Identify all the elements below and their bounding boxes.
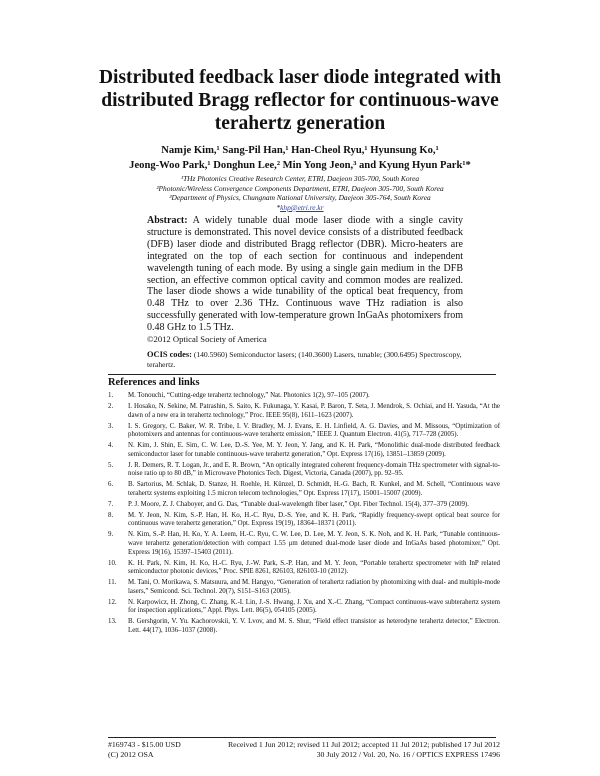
reference-item (108, 392, 500, 401)
reference-number: 4. (108, 442, 114, 450)
authors-line-2: Jeong-Woo Park,¹ Donghun Lee,² Min Yong Jeon,³ and Kyung Hyun Park¹* (129, 160, 471, 171)
ocis-label: OCIS codes: (147, 350, 192, 359)
reference-item (108, 579, 500, 596)
email-prefix: * (276, 202, 281, 212)
page-footer (108, 740, 500, 760)
reference-text: I. S. Gregory, C. Baker, W. R. Tribe, I. V. Bradley, M. J. Evans, E. H. Linfield, A. G. Davies, and M. Missous, “Optimization of photomixers and antennas for continuous-wave terahertz emission,” IEEE J. Quantum Electron. 41(5), 717–728 (2005). (128, 422, 500, 439)
reference-text: N. Kim, J. Shin, E. Sim, C. W. Lee, D.-S. Yee, M. Y. Jeon, Y. Jang, and K. H. Park, “Monolithic dual-mode distributed feedback semiconductor laser for tunable continuous-wave terahertz generation,” Opt. Express 17(16), 13851–13859 (2009). (128, 442, 500, 458)
section-divider (108, 374, 496, 375)
footer-divider (108, 737, 496, 738)
reference-text: B. Sartorius, M. Schlak, D. Stanze, H. Roehle, H. Künzel, D. Schmidt, H.-G. Bach, R. Kunkel, and M. Schell, “Continuous wave terahertz systems exploiting 1.5 micron telecom technologies,” Opt. Express 17(17), 15001–15007 (2009). (128, 481, 500, 497)
email-link[interactable]: khp@etri.re.kr (280, 202, 324, 212)
reference-item (108, 462, 500, 479)
reference-item (108, 501, 500, 510)
publication-history: Received 1 Jun 2012; revised 11 Jul 2012; accepted 11 Jul 2012; published 17 Jul 2012 (227, 740, 500, 749)
reference-number: 2. (108, 402, 114, 410)
reference-text: M. Tonouchi, “Cutting-edge terahertz technology,” Nat. Photonics 1(2), 97–105 (2007). (128, 392, 370, 399)
affiliations (90, 174, 510, 212)
abstract-label: Abstract: (147, 215, 188, 226)
footer-row-2 (108, 750, 500, 760)
reference-text: N. Kim, S.-P. Han, H. Ko, Y. A. Leem, H.-C. Ryu, C. W. Lee, D. Lee, M. Y. Jeon, S. K. Noh, and K. H. Park, “Tunable continuous-wave terahertz generation/detection with compact 1.55 μm detuned dual-mode laser diode and InGaAs based photomixer,” Opt. Express 19(16), 15397–15403 (2011). (128, 531, 500, 556)
reference-item (108, 531, 500, 557)
ocis-text: (140.5960) Semiconductor lasers; (140.3600) Lasers, tunable; (300.6495) Spectroscopy, terahertz. (147, 350, 462, 369)
reference-item (108, 599, 500, 616)
reference-item (108, 423, 500, 440)
reference-number: 12. (108, 598, 117, 606)
reference-text: N. Karpowicz, H. Zhong, C. Zhang, K.-I. Lin, J.-S. Hwang, J. Xu, and X.-C. Zhang, “Compact continuous-wave subterahertz system for inspection applications,” Appl. Phys. Lett. 86(5), 054105 (2005). (128, 598, 500, 615)
reference-item (108, 560, 500, 577)
affiliation-3: ³Department of Physics, Chungnam National University, Daejeon 305-764, South Korea (169, 193, 431, 203)
copyright: ©2012 Optical Society of America (147, 334, 267, 344)
reference-number: 9. (108, 531, 114, 539)
affiliation-1: ¹THz Photonics Creative Research Center, ETRI, Daejeon 305-700, South Korea (180, 174, 420, 183)
reference-item (108, 512, 500, 529)
reference-item (108, 481, 500, 498)
author-list (90, 143, 510, 173)
reference-text: I. Hosako, N. Sekine, M. Patrashin, S. Saito, K. Fukunaga, Y. Kasai, P. Baron, T. Seta, J. Mendrok, S. Ochiai, and H. Yasuda, “At the dawn of a new era in terahertz technology,” Proc. IEEE 95(8), 1611–1623 (2007). (128, 402, 500, 419)
authors-line-1: Namje Kim,¹ Sang-Pil Han,¹ Han-Cheol Ryu,¹ Hyunsung Ko,¹ (161, 145, 439, 156)
reference-item (108, 442, 500, 459)
reference-item (108, 618, 500, 635)
manuscript-id: #169743 - $15.00 USD (108, 740, 181, 749)
footer-copyright: (C) 2012 OSA (108, 750, 154, 759)
reference-number: 5. (108, 461, 114, 469)
reference-item (108, 403, 500, 420)
reference-list (108, 392, 500, 638)
reference-number: 8. (108, 511, 114, 519)
reference-text: J. R. Demers, R. T. Logan, Jr., and E. R. Brown, “An optically integrated coherent frequency-domain THz spectrometer with signal-to-noise ratio up to 80 dB,” in Microwave Photonics Tech. Digest, Victoria, Canada (2007), pp. 92–95. (128, 461, 500, 478)
paper-title: Distributed feedback laser diode integrated with distributed Bragg reflector for continuous-wave terahertz generation (98, 67, 502, 134)
reference-text: K. H. Park, N. Kim, H. Ko, H.-C. Ryu, J.-W. Park, S.-P. Han, and M. Y. Jeon, “Portable terahertz spectrometer with InP related semiconductor photonic devices,” Proc. SPIE 8261, 826103, 826103-10 (2012). (128, 559, 500, 576)
reference-number: 13. (108, 618, 117, 626)
abstract (147, 215, 463, 334)
reference-number: 7. (108, 500, 114, 508)
footer-row-1 (108, 740, 500, 750)
reference-number: 1. (108, 392, 114, 399)
reference-text: B. Gershgorin, V. Yu. Kachorovskii, Y. V. Lvov, and M. S. Shur, “Field effect transistor as heterodyne terahertz detector,” Electron. Lett. 44(17), 1036–1037 (2008). (128, 618, 500, 634)
reference-number: 10. (108, 559, 117, 567)
reference-text: M. Tani, O. Morikawa, S. Matsuura, and M. Hangyo, “Generation of terahertz radiation by photomixing with dual- and multiple-mode lasers,” Semicond. Sci. Technol. 20(7), S151–S163 (2005). (128, 579, 500, 595)
references-heading: References and links (108, 377, 200, 388)
ocis-codes (147, 350, 463, 369)
reference-text: P. J. Moore, Z. J. Chaboyer, and G. Das, “Tunable dual-wavelength fiber laser,” Opt. Fiber Technol. 15(4), 377–379 (2009). (128, 500, 469, 508)
abstract-text: A widely tunable dual mode laser diode with a single cavity structure is demonstrated. This novel device consists of a distributed feedback (DFB) laser diode and distributed Bragg reflector (DBR). Micro-heaters are integrated on the top of each section for continuous and independent wavelength tuning of each mode. By using a single gain medium in the DFB section, an effective common optical cavity and common modes are realized. The laser diode shows a wide tunability of the optical beat frequency, from 0.48 THz to over 2.36 THz. Continuous wave THz radiation is also successfully generated with low-temperature grown InGaAs photomixers from 0.48 GHz to 1.5 THz. (147, 215, 464, 334)
affiliation-2: ²Photonic/Wireless Convergence Components Department, ETRI, Daejeon 305-700, South Korea (156, 183, 444, 193)
reference-number: 3. (108, 422, 114, 430)
corresponding-email (90, 203, 510, 213)
journal-citation: 30 July 2012 / Vol. 20, No. 16 / OPTICS EXPRESS 17496 (316, 750, 500, 759)
reference-text: M. Y. Jeon, N. Kim, S.-P. Han, H. Ko, H.-C. Ryu, D.-S. Yee, and K. H. Park, “Rapidly frequency-swept optical beat source for continuous wave terahertz generation,” Opt. Express 19(19), 18364–18371 (2011). (128, 511, 500, 528)
reference-number: 6. (108, 481, 114, 489)
reference-number: 11. (108, 579, 117, 587)
